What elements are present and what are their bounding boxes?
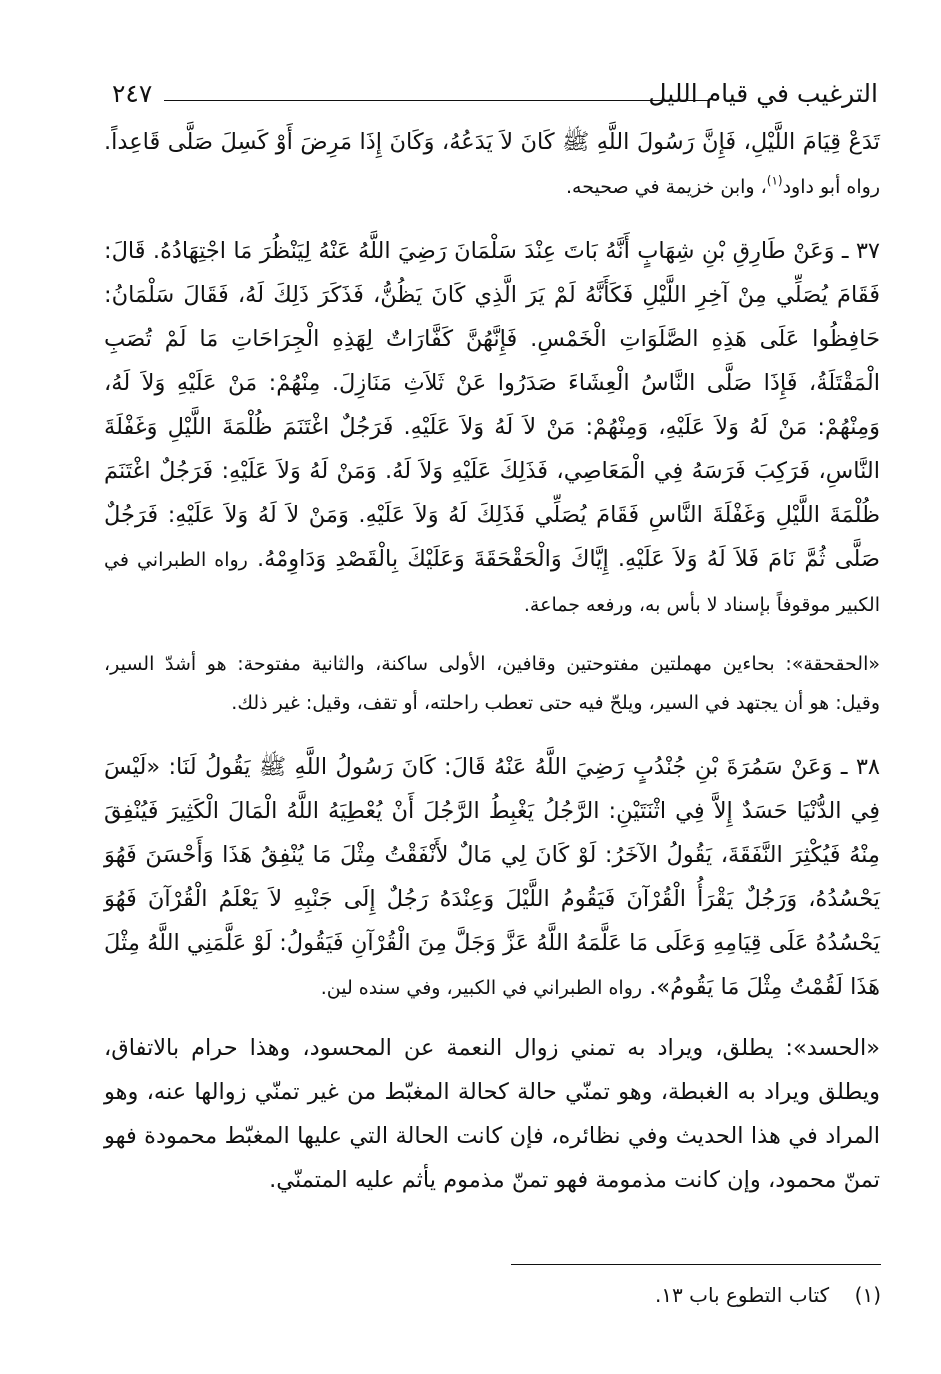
footnote bbox=[105, 1278, 881, 1312]
commentary-hasad: «الحسد»: يطلق، ويراد به تمني زوال النعمة عن المحسود، وهذا حرام بالاتفاق، ويطلق ويراد به الغبطة، وهو تمنّي حالة كحالة المغبّط من غير تمنّي زوالها عنه، وهو المراد في هذا الحديث وفي نظائره، فإن كانت الحالة التي عليها المغبّط محمودة فهو تمنّ محمود، وإن كانت مذمومة فهو تمنّ مذموم يأثم عليه المتمنّي. bbox=[104, 1035, 880, 1193]
narration-note: رواه الطبراني في الكبير موقوفاً بإسناد لا بأس به، ورفعه جماعة. bbox=[104, 549, 880, 616]
narration-note-end: ، وابن خزيمة في صحيحه. bbox=[566, 176, 767, 198]
page-header bbox=[112, 78, 878, 112]
running-title: الترغيب في قيام الليل bbox=[648, 79, 878, 108]
hadith-text: ٣٨ ـ وَعَنْ سَمُرَةَ بْنِ جُنْدُبٍ رَضِيَ اللَّهُ عَنْهُ قَالَ: كَانَ رَسُولُ اللَّهِ ﷺ يَقُولُ لَنَا: «لَيْسَ فِي الدُّنْيَا حَسَدٌ إِلاَّ فِي اثْنَتَيْنِ: الرَّجُلُ يَغْبِطُ الرَّجُلَ أَنْ يُعْطِيَهُ اللَّهُ الْمَالَ الْكَثِيرَ فَيُنْفِقَ مِنْهُ فَيُكْثِرَ النَّفَقَةَ، يَقُولُ الآخَرُ: لَوْ كَانَ لِي مَالٌ لأَنْفَقْتُ مِثْلَ مَا يُنْفِقُ هَذَا وَأَحْسَنَ فَهُوَ يَحْسُدُهُ، وَرَجُلٌ يَقْرَأُ الْقُرْآنَ فَيَقُومُ اللَّيْلَ وَعِنْدَهُ رَجُلٌ إِلَى جَنْبِهِ لاَ يَعْلَمُ الْقُرْآنَ فَهُوَ يَحْسُدُهُ عَلَى قِيَامِهِ وَعَلَى مَا عَلَّمَهُ اللَّهُ عَزَّ وَجَلَّ مِنَ الْقُرْآنِ فَيَقُولُ: لَوْ عَلَّمَنِي اللَّهُ مِثْلَ هَذَا لَقُمْتُ مِثْلَ مَا يَقُومُ». bbox=[104, 754, 880, 1000]
page-number: ٢٤٧ bbox=[112, 79, 153, 108]
footnote-rule bbox=[511, 1264, 881, 1265]
footnote-number: (١) bbox=[854, 1283, 881, 1307]
narration-note: رواه الطبراني في الكبير، وفي سنده لين. bbox=[320, 977, 643, 999]
header-rule bbox=[164, 100, 710, 101]
hadith-text: ٣٧ ـ وَعَنْ طَارِقِ بْنِ شِهَابٍ أَنَّهُ بَاتَ عِنْدَ سَلْمَانَ رَضِيَ اللَّهُ عَنْهُ لِيَنْظُرَ مَا اجْتِهَادُهُ. قَالَ: فَقَامَ يُصَلِّي مِنْ آخِرِ اللَّيْلِ فَكَأَنَّهُ لَمْ يَرَ الَّذِي كَانَ يَظُنُّ، فَذَكَرَ ذَلِكَ لَهُ، فَقَالَ سَلْمَانُ: حَافِظُوا عَلَى هَذِهِ الصَّلَوَاتِ الْخَمْسِ. فَإِنَّهُنَّ كَفَّارَاتٌ لِهَذِهِ الْجِرَاحَاتِ مَا لَمْ تُصَبِ الْمَقْتَلَةُ، فَإِذَا صَلَّى النَّاسُ الْعِشَاءَ صَدَرُوا عَنْ ثَلاَثِ مَنَازِلَ. مِنْهُمْ: مَنْ عَلَيْهِ وَلاَ لَهُ، وَمِنْهُمْ: مَنْ لَهُ وَلاَ عَلَيْهِ، وَمِنْهُمْ: مَنْ لاَ لَهُ وَلاَ عَلَيْهِ. فَرَجُلٌ اغْتَنَمَ ظُلْمَةَ اللَّيْلِ وَغَفْلَةَ النَّاسِ، فَرَكِبَ فَرَسَهُ فِي الْمَعَاصِي، فَذَلِكَ عَلَيْهِ وَلاَ لَهُ. وَمَنْ لَهُ وَلاَ عَلَيْهِ: فَرَجُلٌ اغْتَنَمَ ظُلْمَةَ اللَّيْلِ وَغَفْلَةَ النَّاسِ فَقَامَ يُصَلِّي فَذَلِكَ لَهُ وَلاَ عَلَيْهِ. وَمَنْ لاَ لَهُ وَلاَ عَلَيْهِ: فَرَجُلٌ صَلَّى ثُمَّ نَامَ فَلاَ لَهُ وَلاَ عَلَيْهِ. إِيَّاكَ وَالْحَقْحَقَةَ وَعَلَيْكَ بِالْقَصْدِ وَدَاوِمْهُ. bbox=[104, 238, 881, 572]
hadith-text: تَدَعْ قِيَامَ اللَّيْلِ، فَإِنَّ رَسُولَ اللَّهِ ﷺ كَانَ لاَ يَدَعُهُ، وَكَانَ إِذَا مَرِضَ أَوْ كَسِلَ صَلَّى قَاعِداً. bbox=[104, 129, 880, 155]
footnote-text: كتاب التطوع باب ١٣. bbox=[654, 1283, 830, 1307]
paragraph-continuation bbox=[104, 120, 880, 209]
hadith-38 bbox=[104, 745, 880, 1010]
commentary-haqhaqa: «الحقحقة»: بحاءين مهملتين مفتوحتين وقافين، الأولى ساكنة، والثانية مفتوحة: هو أشدّ السير، وقيل: هو أن يجتهد في السير، ويلحّ فيه حتى تعطب راحلته، أو تقف، وقيل: غير ذلك. bbox=[104, 653, 880, 714]
hadith-37 bbox=[104, 229, 880, 627]
footnote-reference: (١) bbox=[766, 173, 783, 188]
page-body bbox=[104, 120, 880, 1202]
narration-note: رواه أبو داود bbox=[782, 176, 880, 198]
